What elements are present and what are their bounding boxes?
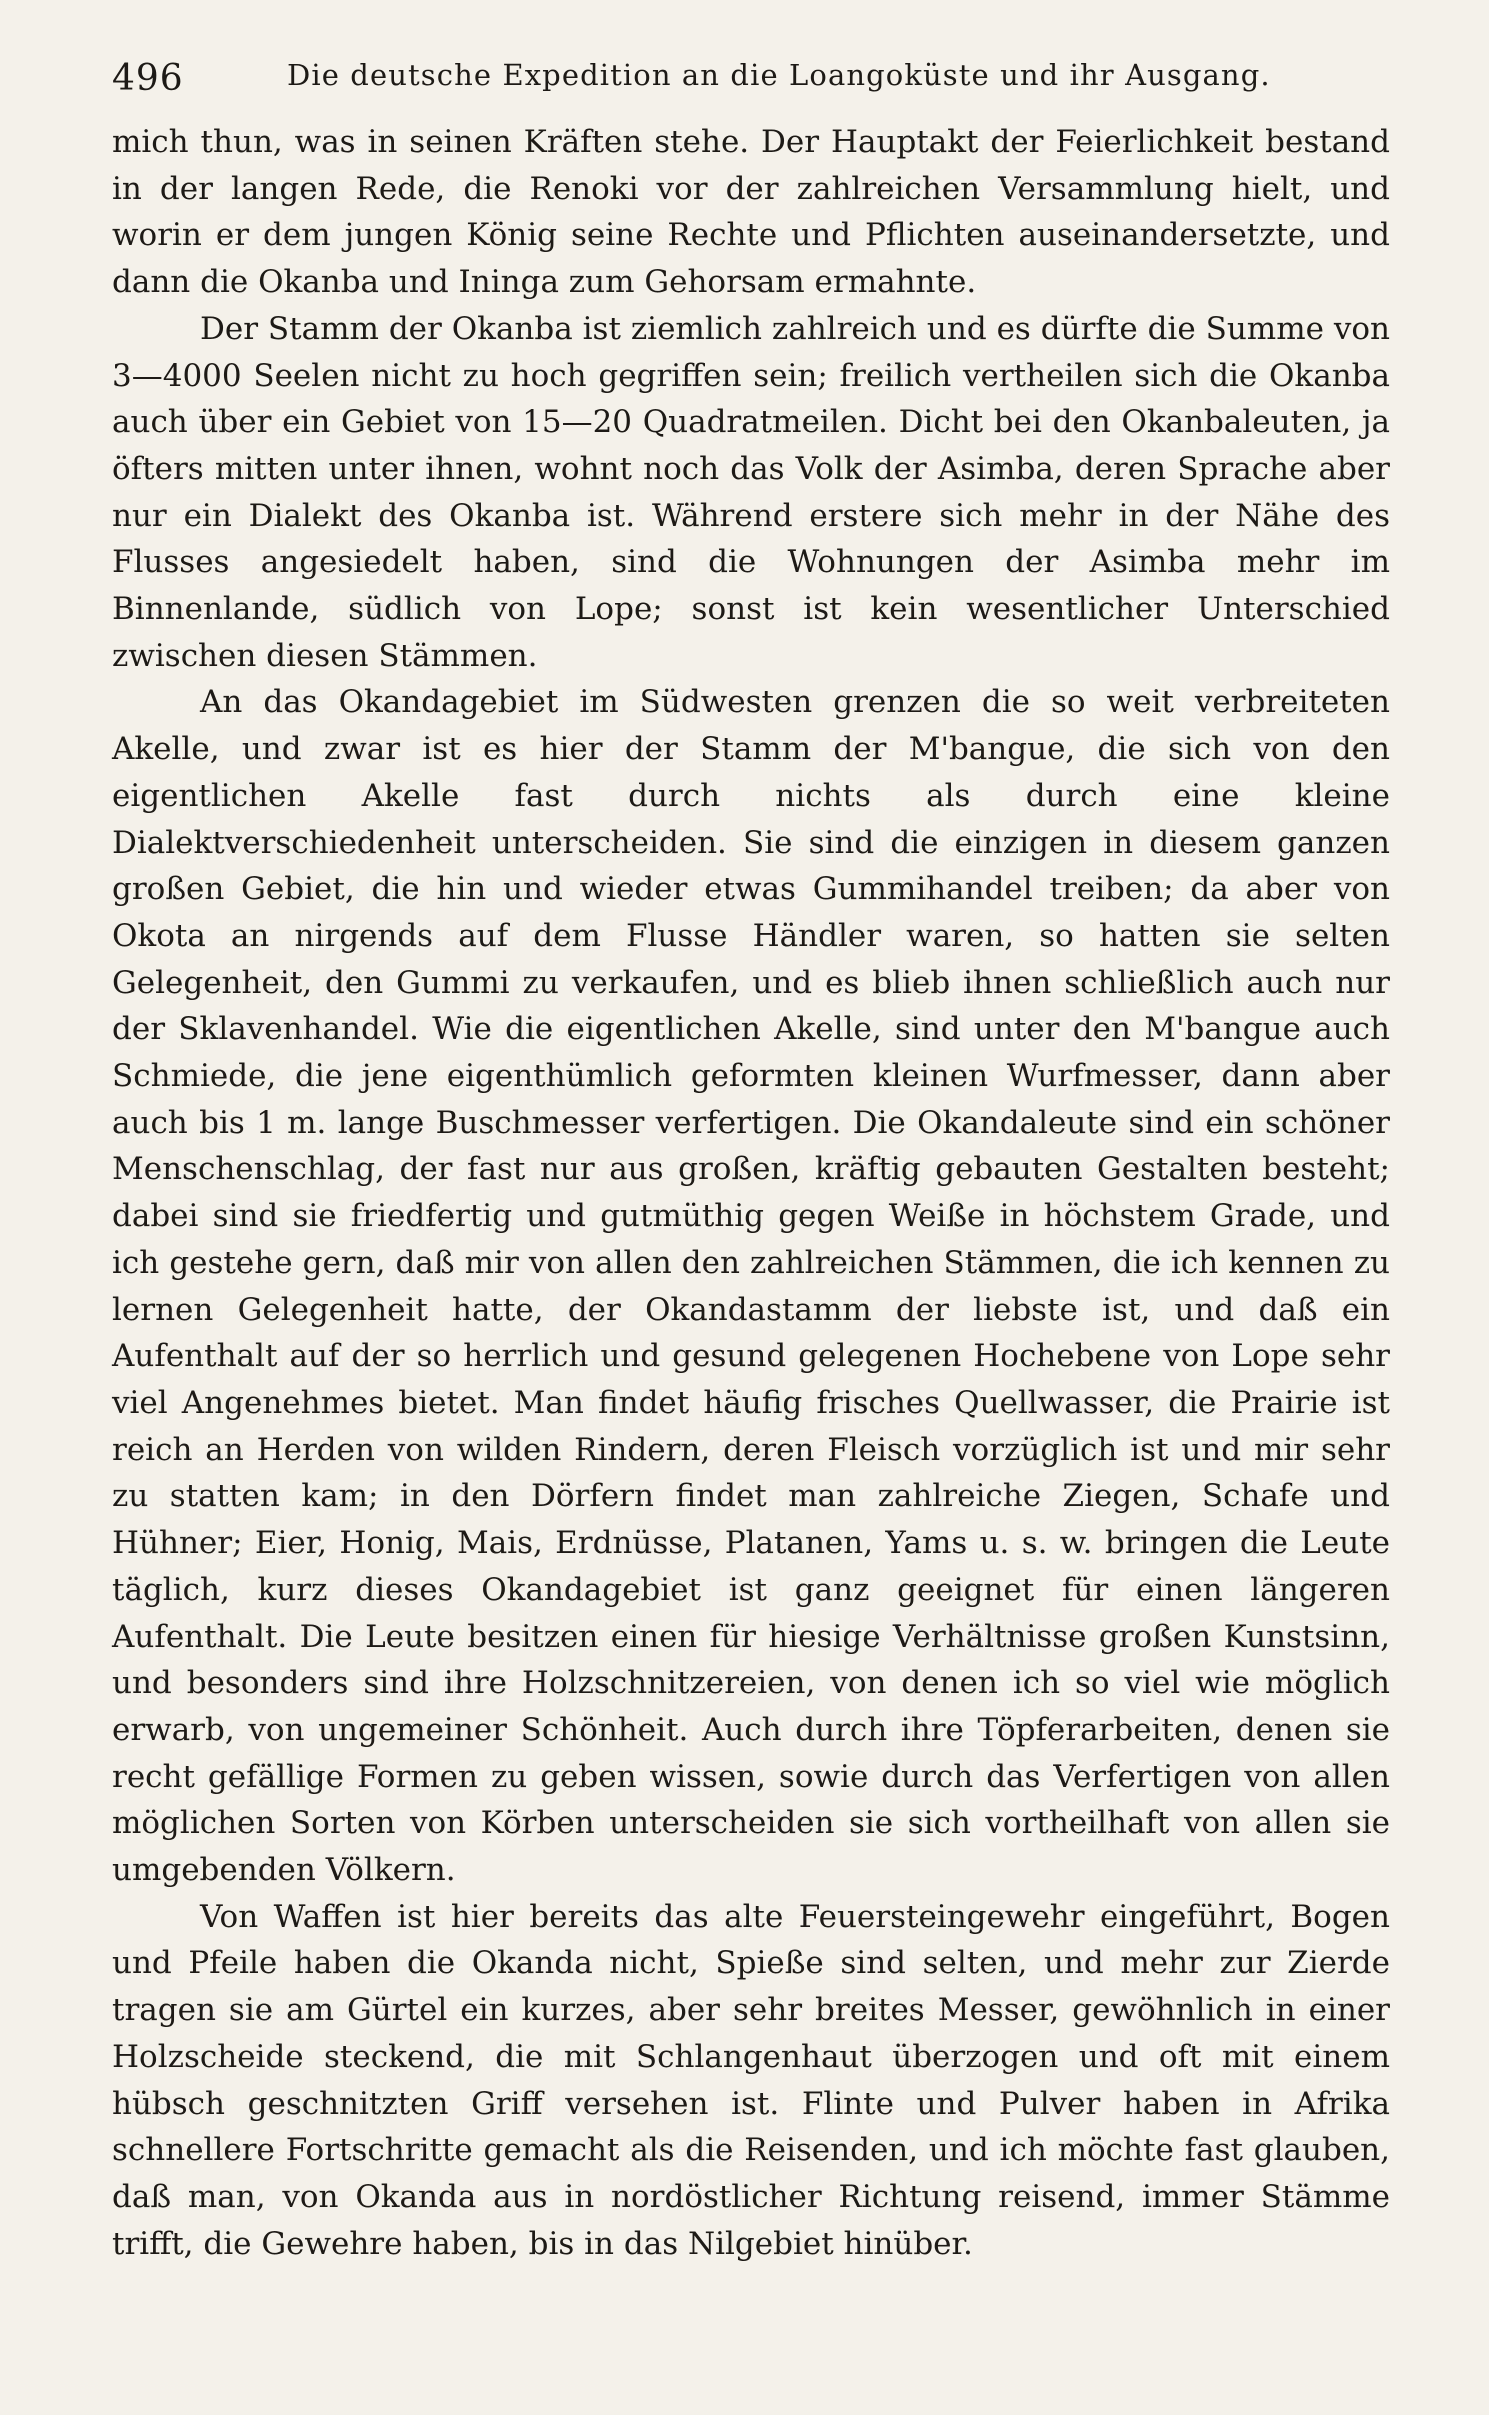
paragraph: Der Stamm der Okanba ist ziemlich zahlreich und es dürfte die Summe von 3—4000 Seelen nicht zu hoch gegriffen sein; freilich vertheilen sich die Okanba auch über ein Gebiet von 15—20 Quadratmeilen. Dicht bei den Okanbaleuten, ja öfters mitten unter ihnen, wohnt noch das Volk der Asimba, deren Sprache aber nur ein Dialekt des Okanba ist. Während erstere sich mehr in der Nähe des Flusses angesiedelt haben, sind die Wohnungen der Asimba mehr im Binnenlande, südlich von Lope; sonst ist kein wesentlicher Unterschied zwischen diesen Stämmen. (112, 310, 1390, 674)
running-title: Die deutsche Expedition an die Loangoküste und ihr Ausgang. (287, 58, 1271, 92)
page-number: 496 (112, 58, 184, 99)
paragraph: Von Waffen ist hier bereits das alte Feuersteingewehr eingeführt, Bogen und Pfeile haben die Okanda nicht, Spieße sind selten, und mehr zur Zierde tragen sie am Gürtel ein kurzes, aber sehr breites Messer, gewöhnlich in einer Holzscheide steckend, die mit Schlangenhaut überzogen und oft mit einem hübsch geschnitzten Griff versehen ist. Flinte und Pulver haben in Afrika schnellere Fortschritte gemacht als die Reisenden, und ich möchte fast glauben, daß man, von Okanda aus in nordöstlicher Richtung reisend, immer Stämme trifft, die Gewehre haben, bis in das Nilgebiet hinüber. (112, 1898, 1390, 2262)
paragraph: mich thun, was in seinen Kräften stehe. Der Hauptakt der Feierlichkeit bestand in der langen Rede, die Renoki vor der zahlreichen Versammlung hielt, und worin er dem jungen König seine Rechte und Pflichten auseinandersetzte, und dann die Okanba und Ininga zum Gehorsam ermahnte. (112, 124, 1390, 301)
page-header (112, 52, 1390, 102)
paragraph: An das Okandagebiet im Südwesten grenzen die so weit verbreiteten Akelle, und zwar ist es hier der Stamm der M'bangue, die sich von den eigentlichen Akelle fast durch nichts als durch eine kleine Dialektverschiedenheit unterscheiden. Sie sind die einzigen in diesem ganzen großen Gebiet, die hin und wieder etwas Gummihandel treiben; da aber von Okota an nirgends auf dem Flusse Händler waren, so hatten sie selten Gelegenheit, den Gummi zu verkaufen, und es blieb ihnen schließlich auch nur der Sklavenhandel. Wie die eigentlichen Akelle, sind unter den M'bangue auch Schmiede, die jene eigenthümlich geformten kleinen Wurfmesser, dann aber auch bis 1 m. lange Buschmesser verfertigen. Die Okandaleute sind ein schöner Menschenschlag, der fast nur aus großen, kräftig gebauten Gestalten besteht; dabei sind sie friedfertig und gutmüthig gegen Weiße in höchstem Grade, und ich gestehe gern, daß mir von allen den zahlreichen Stämmen, die ich kennen zu lernen Gelegenheit hatte, der Okandastamm der liebste ist, und daß ein Aufenthalt auf der so herrlich und gesund gelegenen Hochebene von Lope sehr viel Angenehmes bietet. Man findet häufig frisches Quellwasser, die Prairie ist reich an Herden von wilden Rindern, deren Fleisch vorzüglich ist und mir sehr zu statten kam; in den Dörfern findet man zahlreiche Ziegen, Schafe und Hühner; Eier, Honig, Mais, Erdnüsse, Platanen, Yams u. s. w. bringen die Leute täglich, kurz dieses Okandagebiet ist ganz geeignet für einen längeren Aufenthalt. Die Leute besitzen einen für hiesige Verhältnisse großen Kunstsinn, und besonders sind ihre Holzschnitzereien, von denen ich so viel wie möglich erwarb, von ungemeiner Schönheit. Auch durch ihre Töpferarbeiten, denen sie recht gefällige Formen zu geben wissen, sowie durch das Verfertigen von allen möglichen Sorten von Körben unterscheiden sie sich vortheilhaft von allen sie umgebenden Völkern. (112, 684, 1390, 1889)
body-text (112, 119, 1390, 2267)
